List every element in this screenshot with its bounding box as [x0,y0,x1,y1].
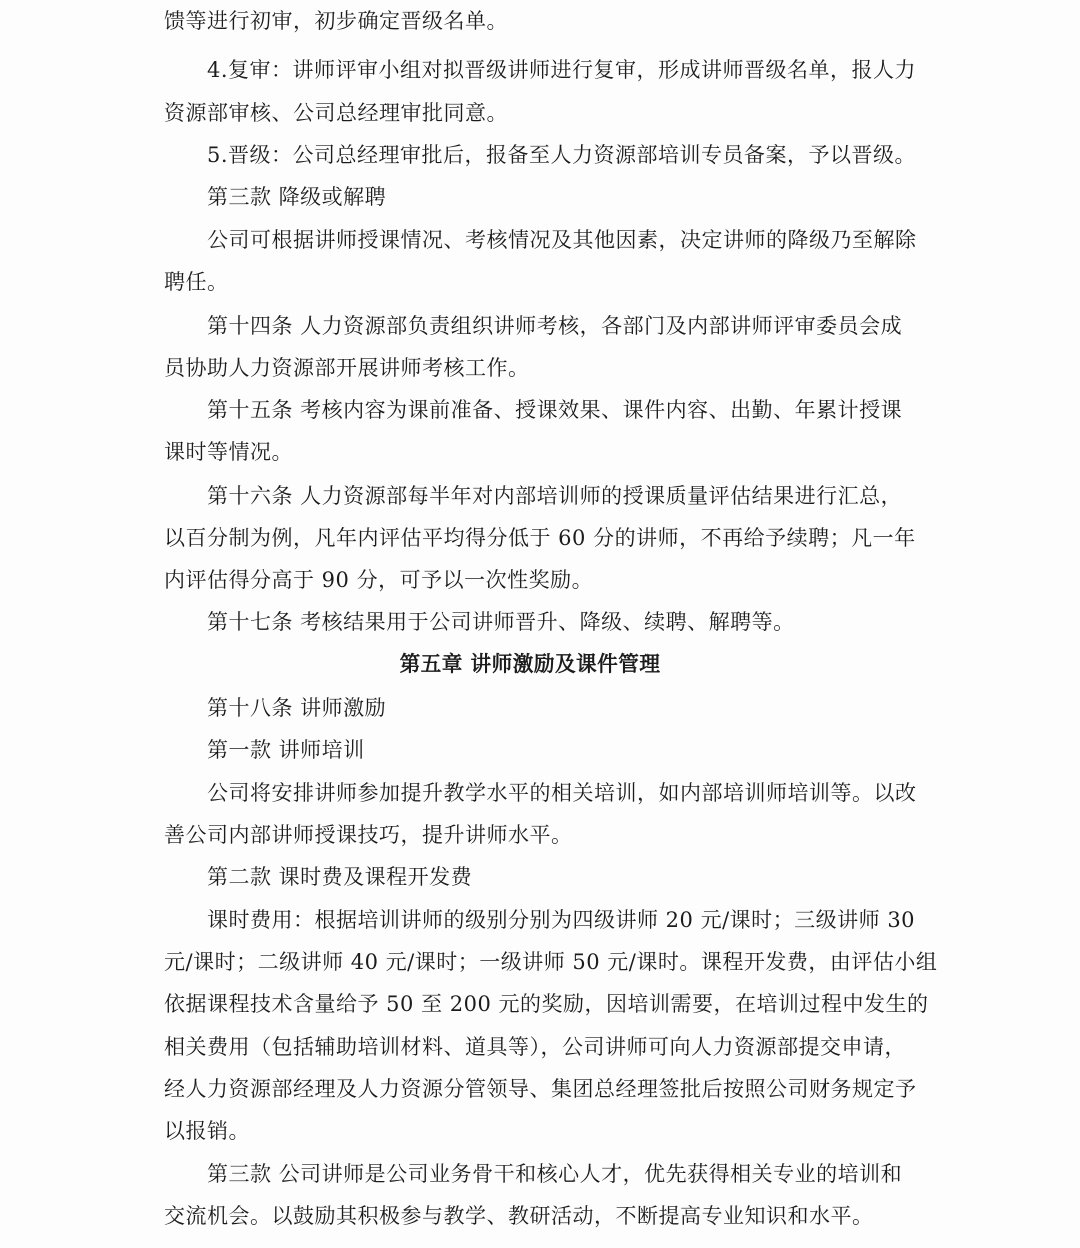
text-line: 交流机会。以鼓励其积极参与教学、教研活动，不断提高专业知识和水平。 [164,1204,874,1228]
text-line: 课时等情况。 [164,440,293,464]
text-line: 公司可根据讲师授课情况、考核情况及其他因素，决定讲师的降级乃至解除 [207,228,917,252]
text-line: 公司将安排讲师参加提升教学水平的相关培训，如内部培训师培训等。以改 [207,781,917,805]
text-line: 第三款 公司讲师是公司业务骨干和核心人才，优先获得相关专业的培训和 [207,1162,903,1186]
text-line: 聘任。 [164,270,229,294]
text-line: 第十七条 考核结果用于公司讲师晋升、降级、续聘、解聘等。 [207,610,795,634]
chapter-heading: 第五章 讲师激励及课件管理 [399,651,661,676]
text-line: 课时费用：根据培训讲师的级别分别为四级讲师 20 元/课时；三级讲师 30 [207,908,916,932]
text-line: 内评估得分高于 90 分，可予以一次性奖励。 [164,568,594,592]
text-line: 第十五条 考核内容为课前准备、授课效果、课件内容、出勤、年累计授课 [207,398,903,422]
text-line: 第十六条 人力资源部每半年对内部培训师的授课质量评估结果进行汇总， [207,484,903,508]
text-line: 第十四条 人力资源部负责组织讲师考核，各部门及内部讲师评审委员会成 [207,314,903,338]
text-line: 资源部审核、公司总经理审批同意。 [164,101,508,125]
text-line: 4.复审：讲师评审小组对拟晋级讲师进行复审，形成讲师晋级名单，报人力 [207,58,917,82]
text-line: 馈等进行初审，初步确定晋级名单。 [164,9,508,33]
text-line: 经人力资源部经理及人力资源分管领导、集团总经理签批后按照公司财务规定予 [164,1077,917,1101]
text-line: 以报销。 [164,1119,250,1143]
text-line: 5.晋级：公司总经理审批后，报备至人力资源部培训专员备案，予以晋级。 [207,143,917,167]
clause-heading: 第一款 讲师培训 [207,738,365,762]
text-line: 元/课时；二级讲师 40 元/课时；一级讲师 50 元/课时。课程开发费，由评估小组 [164,950,938,974]
text-line: 以百分制为例，凡年内评估平均得分低于 60 分的讲师，不再给予续聘；凡一年 [164,526,916,550]
clause-heading: 第二款 课时费及课程开发费 [207,865,473,889]
text-line: 依据课程技术含量给予 50 至 200 元的奖励，因培训需要，在培训过程中发生的 [164,992,929,1016]
text-line: 相关费用（包括辅助培训材料、道具等），公司讲师可向人力资源部提交申请， [164,1035,906,1059]
text-line: 善公司内部讲师授课技巧，提升讲师水平。 [164,823,573,847]
clause-heading: 第三款 降级或解聘 [207,185,387,209]
text-line: 员协助人力资源部开展讲师考核工作。 [164,356,530,380]
article-heading: 第十八条 讲师激励 [207,696,387,720]
